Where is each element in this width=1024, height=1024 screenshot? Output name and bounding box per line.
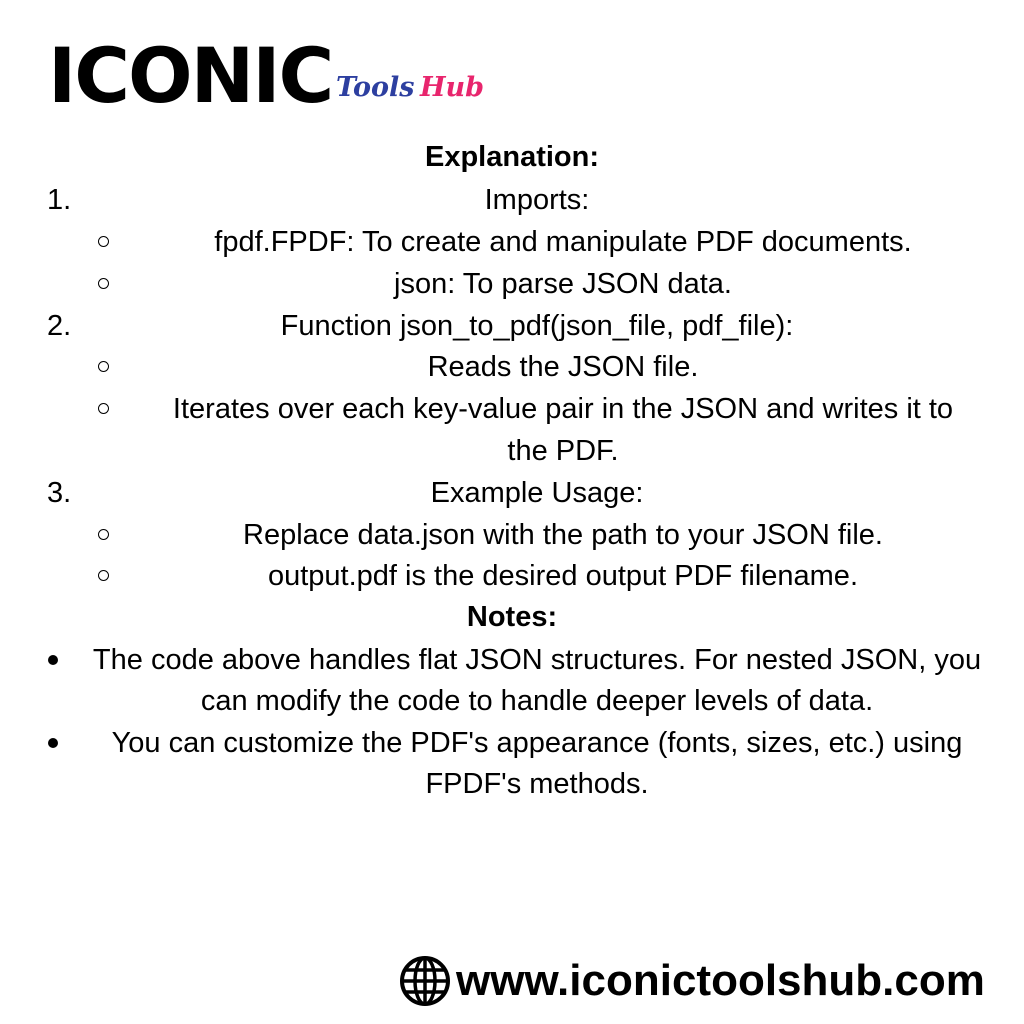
list-item: Reads the JSON file. xyxy=(427,351,699,383)
list-item-line-1: Iterates over each key-value pair in the JSON and writes it to xyxy=(172,393,954,425)
circle-bullet-icon xyxy=(98,278,109,289)
list-item: output.pdf is the desired output PDF filename. xyxy=(267,560,858,592)
item-number: 1. xyxy=(47,184,72,216)
disc-bullet-icon xyxy=(48,738,58,748)
circle-bullet-icon xyxy=(98,361,109,372)
note-line-2: FPDF's methods. xyxy=(425,768,649,800)
item-title: Example Usage: xyxy=(430,477,644,509)
explanation-heading: Explanation: xyxy=(424,141,599,173)
note-line-1: You can customize the PDF's appearance (fonts, sizes, etc.) using xyxy=(111,727,963,759)
item-number: 2. xyxy=(47,310,72,342)
list-item: Replace data.json with the path to your JSON file. xyxy=(243,519,883,551)
globe-icon xyxy=(398,954,452,1008)
circle-bullet-icon xyxy=(98,236,109,247)
item-number: 3. xyxy=(47,477,72,509)
brand-logo xyxy=(48,31,485,120)
note-line-2: can modify the code to handle deeper levels of data. xyxy=(200,685,874,717)
list-item: json: To parse JSON data. xyxy=(394,268,732,300)
item-title: Function json_to_pdf(json_file, pdf_file): xyxy=(280,310,794,342)
circle-bullet-icon xyxy=(98,529,109,540)
logo-wordmark: ICONIC xyxy=(48,31,333,120)
note-line-1: The code above handles flat JSON structures. For nested JSON, you xyxy=(92,644,982,676)
logo-hub-text: Hub xyxy=(420,72,485,103)
circle-bullet-icon xyxy=(98,403,109,414)
circle-bullet-icon xyxy=(98,570,109,581)
list-item: fpdf.FPDF: To create and manipulate PDF documents. xyxy=(214,226,912,258)
notes-heading: Notes: xyxy=(466,601,558,633)
item-title: Imports: xyxy=(484,184,590,216)
list-item-line-2: the PDF. xyxy=(507,435,619,467)
website-link[interactable]: www.iconictoolshub.com xyxy=(456,956,985,1005)
logo-tools-text: Tools xyxy=(336,72,415,103)
disc-bullet-icon xyxy=(48,655,58,665)
